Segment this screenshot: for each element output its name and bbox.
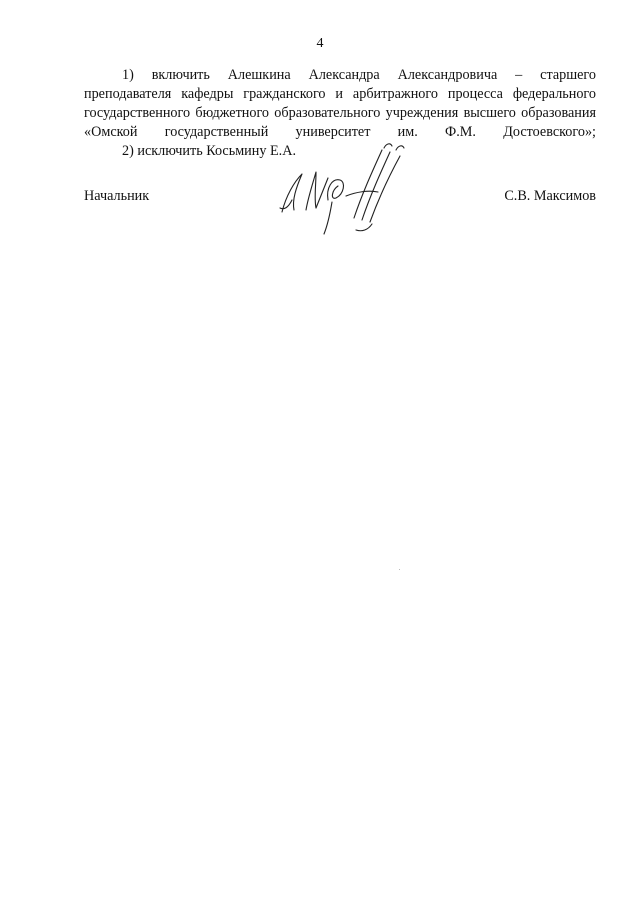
signer-position: Начальник <box>84 188 150 204</box>
signature-block <box>84 188 596 208</box>
paragraph-include: 1) включить Алешкина Александра Александровича – старшего преподавателя кафедры гражданского и арбитражного процесса федерального государственного бюджетного образовательного учреждения высшего образования «Омской государственный университет им. Ф.М. Достоевского»; <box>84 67 596 140</box>
signer-name: С.В. Максимов <box>504 188 596 204</box>
page-number: 4 <box>316 36 324 51</box>
scan-speck <box>399 569 400 570</box>
paragraph-exclude: 2) исключить Косьмину Е.А. <box>122 143 297 159</box>
